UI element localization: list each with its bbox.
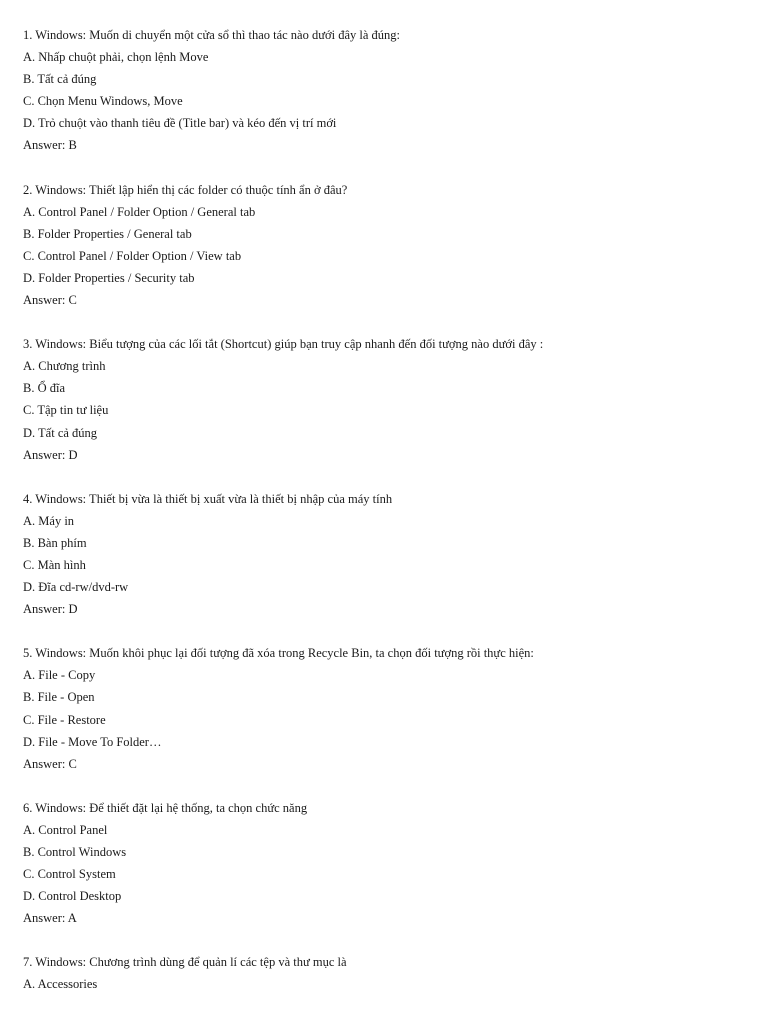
answer-option: B. Bàn phím bbox=[23, 535, 87, 550]
question-text: 1. Windows: Muốn di chuyển một cửa sổ thì thao tác nào dưới đây là đúng: bbox=[23, 28, 401, 42]
answer-option: C. Control Panel / Folder Option / View tab bbox=[23, 248, 242, 263]
answer-key: Answer: A bbox=[23, 911, 77, 926]
answer-option: C. Chọn Menu Windows, Move bbox=[23, 94, 183, 109]
question-text: 4. Windows: Thiết bị vừa là thiết bị xuất vừa là thiết bị nhập của máy tính bbox=[23, 491, 393, 506]
question-block bbox=[23, 642, 743, 775]
answer-option: D. File - Move To Folder… bbox=[23, 734, 162, 749]
answer-option: D. Trỏ chuột vào thanh tiêu đề (Title bar) và kéo đến vị trí mới bbox=[23, 116, 337, 131]
answer-key: Answer: C bbox=[23, 756, 77, 771]
document-page bbox=[23, 24, 743, 996]
answer-option: C. File - Restore bbox=[23, 712, 106, 727]
question-text: 2. Windows: Thiết lập hiển thị các folder có thuộc tính ẩn ở đâu? bbox=[23, 182, 348, 197]
answer-option: A. Chương trình bbox=[23, 359, 106, 374]
question-block bbox=[23, 179, 743, 312]
question-block bbox=[23, 333, 743, 466]
answer-key: Answer: C bbox=[23, 293, 77, 308]
answer-option: A. File - Copy bbox=[23, 668, 96, 683]
answer-option: B. Tất cả đúng bbox=[23, 72, 97, 87]
answer-option: D. Folder Properties / Security tab bbox=[23, 270, 195, 285]
answer-option: A. Control Panel / Folder Option / General tab bbox=[23, 204, 256, 219]
answer-key: Answer: D bbox=[23, 602, 78, 617]
answer-option: B. File - Open bbox=[23, 690, 95, 705]
answer-key: Answer: B bbox=[23, 138, 77, 153]
answer-option: D. Tất cả đúng bbox=[23, 425, 98, 440]
answer-option: D. Control Desktop bbox=[23, 889, 122, 904]
answer-option: A. Máy in bbox=[23, 513, 75, 528]
question-block bbox=[23, 488, 743, 621]
answer-option: B. Control Windows bbox=[23, 845, 127, 859]
answer-option: C. Tập tin tư liệu bbox=[23, 403, 109, 418]
question-text: 7. Windows: Chương trình dùng để quản lí các tệp và thư mục là bbox=[23, 955, 347, 970]
answer-key: Answer: D bbox=[23, 447, 78, 462]
answer-option: B. Folder Properties / General tab bbox=[23, 226, 192, 241]
answer-option: B. Ổ đĩa bbox=[23, 381, 66, 396]
answer-option: C. Màn hình bbox=[23, 557, 86, 572]
question-block bbox=[23, 24, 743, 157]
answer-option: A. Accessories bbox=[23, 977, 98, 992]
question-text: 6. Windows: Để thiết đặt lại hệ thống, ta chọn chức năng bbox=[23, 800, 308, 815]
question-text: 5. Windows: Muốn khôi phục lại đối tượng đã xóa trong Recycle Bin, ta chọn đối tượng rồi thực hiện: bbox=[23, 646, 534, 661]
question-block bbox=[23, 797, 743, 930]
question-text: 3. Windows: Biểu tượng của các lối tắt (Shortcut) giúp bạn truy cập nhanh đến đối tượng nào dưới đây : bbox=[23, 337, 544, 352]
answer-option: A. Control Panel bbox=[23, 822, 108, 837]
answer-option: D. Đĩa cd-rw/dvd-rw bbox=[23, 580, 129, 595]
question-block bbox=[23, 951, 743, 995]
answer-option: C. Control System bbox=[23, 867, 116, 882]
answer-option: A. Nhấp chuột phải, chọn lệnh Move bbox=[23, 50, 209, 65]
